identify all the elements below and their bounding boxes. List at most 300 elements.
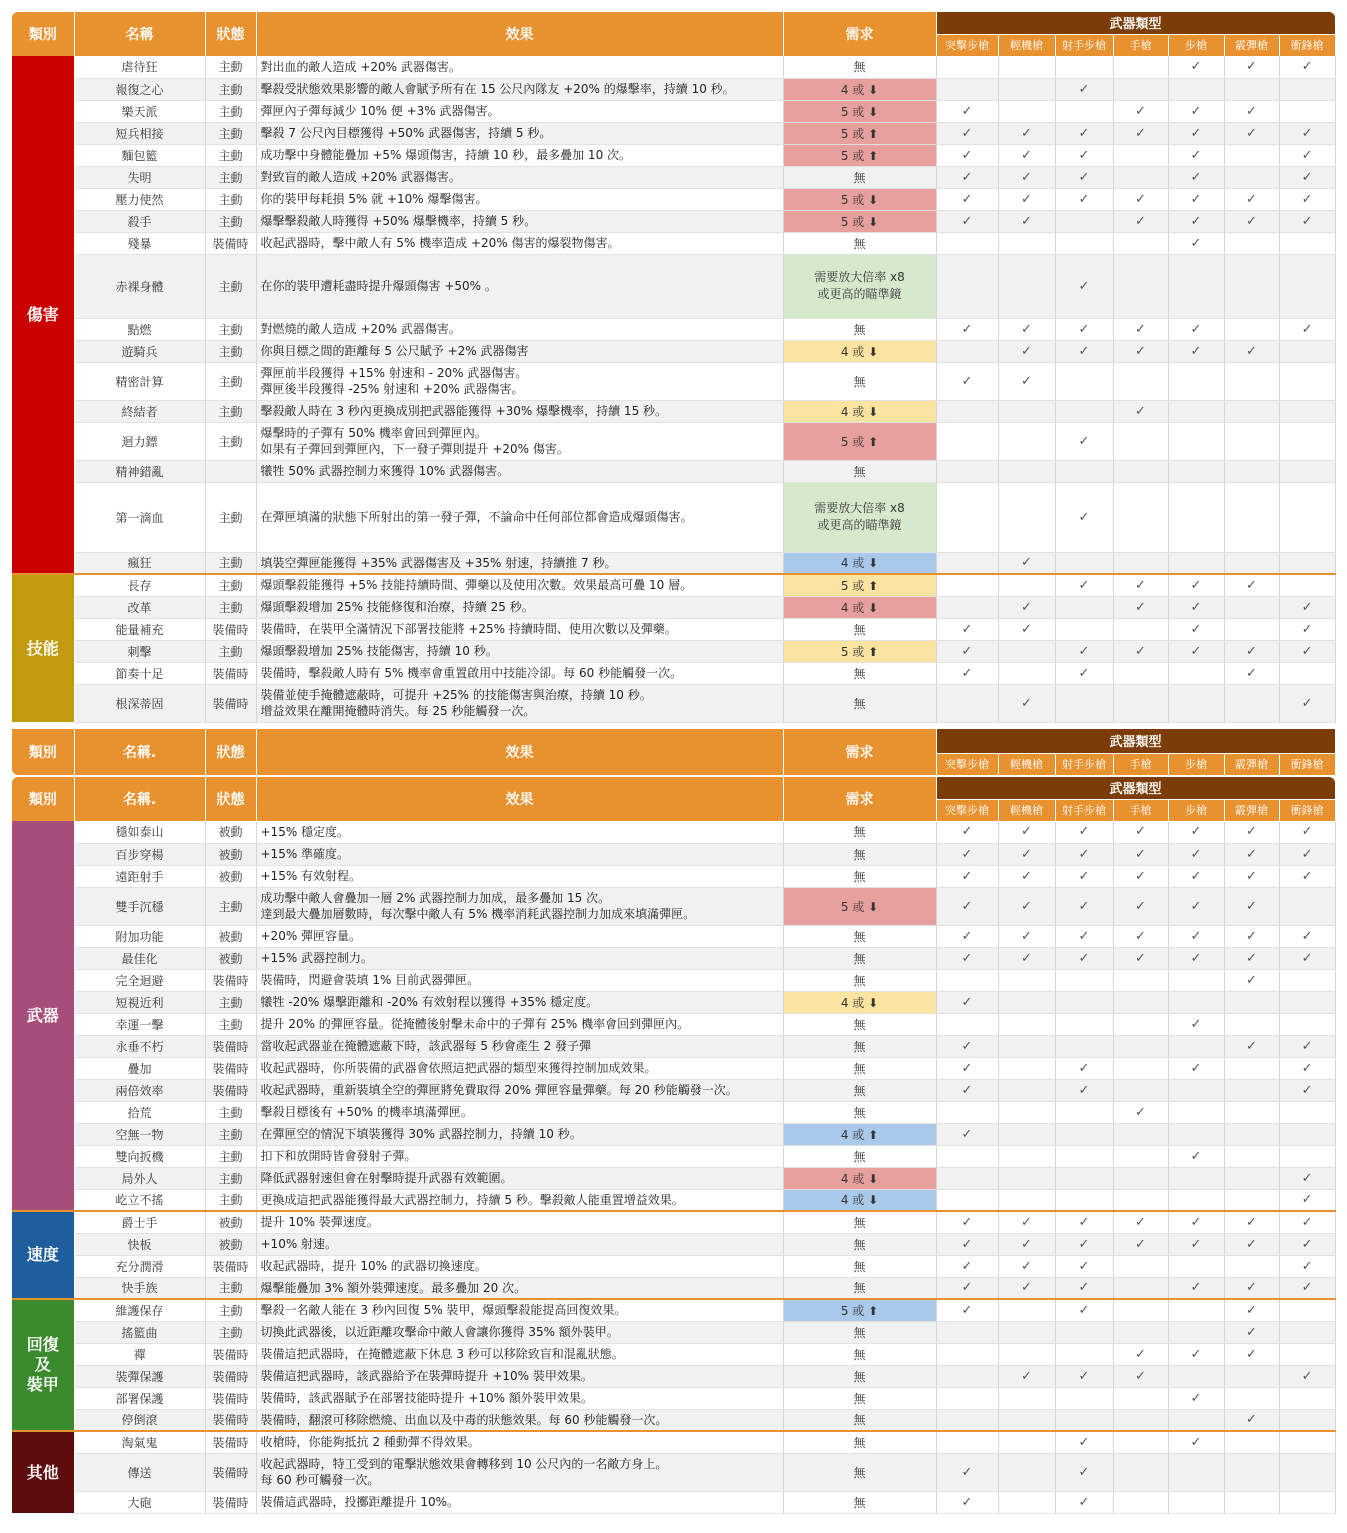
talent-name: 百步穿楊 <box>74 843 205 865</box>
table-row <box>12 1277 1335 1299</box>
weapon-compat-cell <box>998 1211 1055 1233</box>
check-icon: ✓ <box>1190 1016 1202 1032</box>
weapon-compat-cell <box>1168 400 1224 422</box>
effect-line: 收起武器時，提升 10% 的武器切換速度。 <box>260 1259 487 1273</box>
weapon-compat-cell <box>998 662 1055 684</box>
talent-requirement: 5 或 ⬇ <box>783 210 936 232</box>
check-icon: ✓ <box>1190 1390 1202 1406</box>
check-icon: ✓ <box>961 1214 973 1230</box>
check-icon: ✓ <box>961 1494 973 1510</box>
effect-line: 降低武器射速但會在射擊時提升武器有效範圍。 <box>260 1171 513 1185</box>
weapon-compat-cell <box>1224 865 1279 887</box>
check-icon: ✓ <box>1246 1280 1257 1296</box>
effect-line: 擊殺敵人時在 3 秒內更換成別把武器能獲得 +30% 爆擊機率，持續 15 秒。 <box>260 404 668 418</box>
weapon-compat-cell <box>998 640 1055 662</box>
weapon-compat-cell <box>1113 1387 1168 1409</box>
table-row <box>12 1167 1335 1189</box>
talent-effect <box>256 574 783 596</box>
effect-line: 對燃燒的敵人造成 +20% 武器傷害。 <box>260 322 461 336</box>
table-row <box>12 574 1335 596</box>
header-effect: 效果 <box>256 729 783 775</box>
check-icon: ✓ <box>1135 1368 1146 1384</box>
table-row <box>12 1321 1335 1343</box>
check-icon: ✓ <box>1190 846 1202 862</box>
check-icon: ✓ <box>1246 213 1257 229</box>
check-icon: ✓ <box>1078 643 1090 659</box>
weapon-compat-cell <box>1224 1233 1279 1255</box>
weapon-compat-cell <box>1224 166 1279 188</box>
weapon-compat-cell <box>1279 56 1335 78</box>
weapon-compat-cell <box>1113 1057 1168 1079</box>
talent-status: 主動 <box>205 78 256 100</box>
talent-name: 最佳化 <box>74 947 205 969</box>
talent-effect <box>256 991 783 1013</box>
weapon-compat-cell <box>998 1123 1055 1145</box>
talent-name: 永垂不朽 <box>74 1035 205 1057</box>
talent-status: 裝備時 <box>205 232 256 254</box>
check-icon: ✓ <box>1301 868 1313 884</box>
check-icon: ✓ <box>1135 898 1146 914</box>
talent-effect <box>256 684 783 722</box>
weapon-compat-cell <box>998 1453 1055 1491</box>
table-row <box>12 1211 1335 1233</box>
check-icon: ✓ <box>1021 950 1032 966</box>
weapon-compat-cell <box>936 596 998 618</box>
weapon-compat-cell <box>998 422 1055 460</box>
weapon-compat-cell <box>998 1299 1055 1321</box>
weapon-compat-cell <box>1168 122 1224 144</box>
weapon-compat-cell <box>1279 1387 1335 1409</box>
header-weapon-types: 武器類型 <box>936 729 1335 753</box>
weapon-compat-cell <box>1224 574 1279 596</box>
talent-requirement: 5 或 ⬆ <box>783 422 936 460</box>
talent-requirement: 無 <box>783 1057 936 1079</box>
header-category: 類別 <box>12 12 74 56</box>
weapon-compat-cell <box>1279 574 1335 596</box>
talent-effect <box>256 188 783 210</box>
weapon-compat-cell <box>1055 144 1113 166</box>
weapon-compat-cell <box>1279 596 1335 618</box>
talent-requirement: 4 或 ⬇ <box>783 596 936 618</box>
talent-effect <box>256 78 783 100</box>
check-icon: ✓ <box>1078 1302 1090 1318</box>
check-icon: ✓ <box>1190 125 1202 141</box>
weapon-compat-cell <box>1224 947 1279 969</box>
weapon-compat-cell <box>1224 144 1279 166</box>
weapon-compat-cell <box>1055 122 1113 144</box>
weapon-compat-cell <box>1279 1343 1335 1365</box>
effect-line: 裝備時，在裝甲全滿情況下部署技能將 +25% 持續時間、使用次數以及彈藥。 <box>260 622 677 636</box>
check-icon: ✓ <box>1135 599 1146 615</box>
weapon-compat-cell <box>1279 1255 1335 1277</box>
check-icon: ✓ <box>961 321 973 337</box>
check-icon: ✓ <box>1021 898 1032 914</box>
weapon-compat-cell <box>1224 362 1279 400</box>
category-cell: 速度 <box>12 1211 74 1299</box>
check-icon: ✓ <box>1078 278 1090 294</box>
weapon-compat-cell <box>1279 1189 1335 1211</box>
weapon-compat-cell <box>1224 78 1279 100</box>
talent-requirement: 無 <box>783 1145 936 1167</box>
talent-requirement: 無 <box>783 865 936 887</box>
weapon-compat-cell <box>1224 254 1279 318</box>
talent-effect <box>256 1035 783 1057</box>
check-icon: ✓ <box>961 1082 973 1098</box>
weapon-compat-cell <box>1113 684 1168 722</box>
talent-name: 疊加 <box>74 1057 205 1079</box>
talent-status: 裝備時 <box>205 1365 256 1387</box>
check-icon: ✓ <box>961 1236 973 1252</box>
weapon-compat-cell <box>1224 318 1279 340</box>
check-icon: ✓ <box>961 373 973 389</box>
talent-requirement: 5 或 ⬇ <box>783 100 936 122</box>
talent-effect <box>256 1233 783 1255</box>
header-name: 名稱 <box>74 12 205 56</box>
header-effect: 效果 <box>256 777 783 821</box>
weapon-compat-cell <box>1113 1079 1168 1101</box>
weapon-compat-cell <box>1113 100 1168 122</box>
weapon-compat-cell <box>1279 166 1335 188</box>
talent-name: 裝彈保護 <box>74 1365 205 1387</box>
effect-line: +15% 準確度。 <box>260 847 350 861</box>
weapon-compat-cell <box>936 887 998 925</box>
weapon-compat-cell <box>1113 1211 1168 1233</box>
check-icon: ✓ <box>1190 950 1202 966</box>
weapon-compat-cell <box>1224 843 1279 865</box>
weapon-compat-cell <box>1055 1431 1113 1453</box>
check-icon: ✓ <box>1078 665 1090 681</box>
talent-requirement: 無 <box>783 1255 936 1277</box>
talent-name: 傳送 <box>74 1453 205 1491</box>
check-icon: ✓ <box>1190 824 1202 840</box>
weapon-compat-cell <box>1224 122 1279 144</box>
weapon-compat-cell <box>1168 1013 1224 1035</box>
talent-status: 裝備時 <box>205 1431 256 1453</box>
weapon-compat-cell <box>1055 1255 1113 1277</box>
check-icon: ✓ <box>1078 950 1090 966</box>
check-icon: ✓ <box>1246 868 1257 884</box>
talent-requirement: 無 <box>783 684 936 722</box>
header-weapon: 突擊步槍 <box>936 799 998 821</box>
talent-status: 主動 <box>205 482 256 552</box>
talent-requirement: 無 <box>783 1409 936 1431</box>
talent-name: 虐待狂 <box>74 56 205 78</box>
header-requirement: 需求 <box>783 729 936 775</box>
talent-effect <box>256 821 783 843</box>
talent-status: 主動 <box>205 552 256 574</box>
weapon-compat-cell <box>936 482 998 552</box>
effect-line: 犧牲 -20% 爆擊距離和 -20% 有效射程以獲得 +35% 穩定度。 <box>260 995 599 1009</box>
check-icon: ✓ <box>961 1280 973 1296</box>
check-icon: ✓ <box>961 868 973 884</box>
talent-status: 主動 <box>205 991 256 1013</box>
talent-name: 赤裸身體 <box>74 254 205 318</box>
weapon-compat-cell <box>1168 925 1224 947</box>
talent-requirement: 無 <box>783 1233 936 1255</box>
talent-name: 麵包籃 <box>74 144 205 166</box>
effect-line: 爆頭擊殺增加 25% 技能修復和治療，持續 25 秒。 <box>260 600 534 614</box>
table-row <box>12 56 1335 78</box>
effect-line: 在彈匣填滿的狀態下所射出的第一發子彈，不論命中任何部位都會造成爆頭傷害。 <box>260 510 693 524</box>
weapon-compat-cell <box>1055 482 1113 552</box>
talent-name: 殺手 <box>74 210 205 232</box>
talent-effect <box>256 1189 783 1211</box>
check-icon: ✓ <box>1190 1434 1202 1450</box>
table-row <box>12 1233 1335 1255</box>
header-requirement: 需求 <box>783 777 936 821</box>
weapon-compat-cell <box>998 991 1055 1013</box>
weapon-compat-cell <box>1055 318 1113 340</box>
table-row <box>12 969 1335 991</box>
weapon-compat-cell <box>1113 78 1168 100</box>
check-icon: ✓ <box>1078 191 1090 207</box>
check-icon: ✓ <box>1246 643 1257 659</box>
weapon-compat-cell <box>998 1387 1055 1409</box>
check-icon: ✓ <box>1301 928 1313 944</box>
weapon-compat-cell <box>1224 1491 1279 1513</box>
talent-status: 主動 <box>205 887 256 925</box>
talent-status: 裝備時 <box>205 1057 256 1079</box>
weapon-compat-cell <box>998 1255 1055 1277</box>
weapon-compat-cell <box>1224 1079 1279 1101</box>
table-row <box>12 1409 1335 1431</box>
effect-line: 你與目標之間的距離每 5 公尺賦予 +2% 武器傷害 <box>260 344 529 358</box>
weapon-compat-cell <box>1113 1123 1168 1145</box>
talent-status: 裝備時 <box>205 1453 256 1491</box>
weapon-compat-cell <box>1279 684 1335 722</box>
weapon-compat-cell <box>1279 1299 1335 1321</box>
check-icon: ✓ <box>1301 824 1313 840</box>
check-icon: ✓ <box>1021 213 1032 229</box>
check-icon: ✓ <box>1301 1192 1313 1208</box>
weapon-compat-cell <box>1113 618 1168 640</box>
talent-effect <box>256 925 783 947</box>
talent-status: 主動 <box>205 1277 256 1299</box>
table-row <box>12 422 1335 460</box>
weapon-compat-cell <box>1224 482 1279 552</box>
table-row <box>12 887 1335 925</box>
table-row <box>12 144 1335 166</box>
table-row <box>12 400 1335 422</box>
weapon-compat-cell <box>1055 843 1113 865</box>
talent-name: 樂天派 <box>74 100 205 122</box>
effect-line: 填裝空彈匣能獲得 +35% 武器傷害及 +35% 射速，持續推 7 秒。 <box>260 555 617 570</box>
effect-line: 在彈匣空的情況下填裝獲得 30% 武器控制力，持續 10 秒。 <box>260 1127 582 1141</box>
talent-effect <box>256 56 783 78</box>
header-weapon: 手槍 <box>1113 753 1168 775</box>
table-row <box>12 210 1335 232</box>
check-icon: ✓ <box>1190 898 1202 914</box>
talent-effect <box>256 1101 783 1123</box>
weapon-compat-cell <box>1279 1013 1335 1035</box>
weapon-compat-cell <box>1055 460 1113 482</box>
check-icon: ✓ <box>961 1038 973 1054</box>
check-icon: ✓ <box>1190 1280 1202 1296</box>
weapon-compat-cell <box>1224 460 1279 482</box>
weapon-compat-cell <box>1113 460 1168 482</box>
talent-name: 快板 <box>74 1233 205 1255</box>
talent-name: 拾荒 <box>74 1101 205 1123</box>
check-icon: ✓ <box>1190 169 1202 185</box>
talent-effect <box>256 1167 783 1189</box>
weapon-compat-cell <box>1279 340 1335 362</box>
talent-status: 主動 <box>205 254 256 318</box>
talent-requirement: 4 或 ⬆ <box>783 1123 936 1145</box>
check-icon: ✓ <box>1190 1148 1202 1164</box>
talent-effect <box>256 1299 783 1321</box>
weapon-compat-cell <box>1055 210 1113 232</box>
weapon-compat-cell <box>1113 122 1168 144</box>
talent-name: 部署保護 <box>74 1387 205 1409</box>
talent-name: 點燃 <box>74 318 205 340</box>
header-weapon: 射手步槍 <box>1055 753 1113 775</box>
talent-effect <box>256 1057 783 1079</box>
weapon-compat-cell <box>936 991 998 1013</box>
weapon-compat-cell <box>1113 1101 1168 1123</box>
weapon-compat-cell <box>1168 1145 1224 1167</box>
talent-effect <box>256 662 783 684</box>
talent-effect <box>256 640 783 662</box>
table-row <box>12 1299 1335 1321</box>
check-icon: ✓ <box>1301 125 1313 141</box>
weapon-compat-cell <box>1055 1387 1113 1409</box>
weapon-compat-cell <box>936 1167 998 1189</box>
effect-line: +20% 彈匣容量。 <box>260 929 362 943</box>
table-row <box>12 122 1335 144</box>
check-icon: ✓ <box>1246 1412 1257 1428</box>
weapon-compat-cell <box>1113 318 1168 340</box>
weapon-compat-cell <box>1279 1167 1335 1189</box>
weapon-compat-cell <box>1168 947 1224 969</box>
table-row <box>12 318 1335 340</box>
weapon-compat-cell <box>998 482 1055 552</box>
weapon-compat-cell <box>936 144 998 166</box>
talent-effect <box>256 1453 783 1491</box>
talent-status: 裝備時 <box>205 1255 256 1277</box>
check-icon: ✓ <box>1021 599 1032 615</box>
check-icon: ✓ <box>1301 643 1313 659</box>
check-icon: ✓ <box>1190 103 1202 119</box>
talent-effect <box>256 843 783 865</box>
weapon-compat-cell <box>1279 843 1335 865</box>
header-weapon: 輕機槍 <box>998 753 1055 775</box>
weapon-compat-cell <box>1055 925 1113 947</box>
weapon-compat-cell <box>1279 362 1335 400</box>
talent-status: 主動 <box>205 1145 256 1167</box>
talent-status: 被動 <box>205 821 256 843</box>
weapon-compat-cell <box>1055 422 1113 460</box>
weapon-compat-cell <box>1055 1189 1113 1211</box>
weapon-compat-cell <box>936 254 998 318</box>
check-icon: ✓ <box>1078 577 1090 593</box>
weapon-compat-cell <box>936 1145 998 1167</box>
weapon-compat-cell <box>1168 232 1224 254</box>
check-icon: ✓ <box>961 1464 973 1480</box>
category-label-line: 及 <box>34 1355 51 1374</box>
weapon-compat-cell <box>1279 400 1335 422</box>
weapon-compat-cell <box>998 887 1055 925</box>
table-row <box>12 100 1335 122</box>
effect-line: 裝備時，擊殺敵人時有 5% 機率會重置啟用中技能冷卻。每 60 秒能觸發一次。 <box>260 666 683 680</box>
header-weapon: 霰彈槍 <box>1224 799 1279 821</box>
header-weapon: 突擊步槍 <box>936 753 998 775</box>
weapon-compat-cell <box>936 947 998 969</box>
weapon-compat-cell <box>1055 1365 1113 1387</box>
weapon-compat-cell <box>998 254 1055 318</box>
weapon-compat-cell <box>936 460 998 482</box>
weapon-compat-cell <box>1279 1211 1335 1233</box>
effect-line: 擊殺目標後有 +50% 的機率填滿彈匣。 <box>260 1105 473 1119</box>
table-row <box>12 843 1335 865</box>
weapon-compat-cell <box>998 1491 1055 1513</box>
check-icon: ✓ <box>1135 846 1146 862</box>
check-icon: ✓ <box>1078 824 1090 840</box>
weapon-compat-cell <box>936 122 998 144</box>
header-status: 狀態 <box>205 729 256 775</box>
weapon-compat-cell <box>936 1189 998 1211</box>
check-icon: ✓ <box>1135 643 1146 659</box>
weapon-compat-cell <box>936 1453 998 1491</box>
weapon-compat-cell <box>1279 482 1335 552</box>
effect-line: 達到最大疊加層數時，每次擊中敵人有 5% 機率消耗武器控制力加成來填滿彈匣。 <box>260 907 696 921</box>
talent-name: 附加功能 <box>74 925 205 947</box>
talent-requirement: 4 或 ⬇ <box>783 991 936 1013</box>
weapon-compat-cell <box>1224 1013 1279 1035</box>
talent-effect <box>256 100 783 122</box>
check-icon: ✓ <box>1021 868 1032 884</box>
check-icon: ✓ <box>1301 191 1313 207</box>
check-icon: ✓ <box>961 103 973 119</box>
check-icon: ✓ <box>1246 103 1257 119</box>
talent-status: 主動 <box>205 1167 256 1189</box>
effect-line: 在你的裝甲遭耗盡時提升爆頭傷害 +50% 。 <box>260 279 497 293</box>
weapon-compat-cell <box>1224 925 1279 947</box>
talent-effect <box>256 122 783 144</box>
weapon-compat-cell <box>936 422 998 460</box>
header-weapon: 霰彈槍 <box>1224 34 1279 56</box>
weapon-compat-cell <box>1279 1321 1335 1343</box>
table-row <box>12 1431 1335 1453</box>
weapon-compat-cell <box>1168 318 1224 340</box>
talent-status: 主動 <box>205 1013 256 1035</box>
check-icon: ✓ <box>1190 321 1202 337</box>
weapon-compat-cell <box>1055 1233 1113 1255</box>
talent-status: 主動 <box>205 362 256 400</box>
table-row <box>12 460 1335 482</box>
weapon-compat-cell <box>936 1491 998 1513</box>
weapon-compat-cell <box>1113 188 1168 210</box>
check-icon: ✓ <box>1190 191 1202 207</box>
weapon-compat-cell <box>1224 1321 1279 1343</box>
category-cell: 技能 <box>12 574 74 722</box>
weapon-compat-cell <box>1113 1299 1168 1321</box>
talent-status: 被動 <box>205 947 256 969</box>
talent-name: 報復之心 <box>74 78 205 100</box>
weapon-compat-cell <box>936 100 998 122</box>
table-row <box>12 552 1335 574</box>
weapon-compat-cell <box>1224 210 1279 232</box>
weapon-compat-cell <box>1279 188 1335 210</box>
check-icon: ✓ <box>1021 147 1032 163</box>
talent-status: 主動 <box>205 422 256 460</box>
weapon-compat-cell <box>936 1211 998 1233</box>
talent-effect <box>256 400 783 422</box>
header-category: 類別 <box>12 777 74 821</box>
talent-status: 被動 <box>205 1233 256 1255</box>
talent-requirement: 4 或 ⬇ <box>783 340 936 362</box>
check-icon: ✓ <box>1078 898 1090 914</box>
category-cell: 傷害 <box>12 56 74 574</box>
